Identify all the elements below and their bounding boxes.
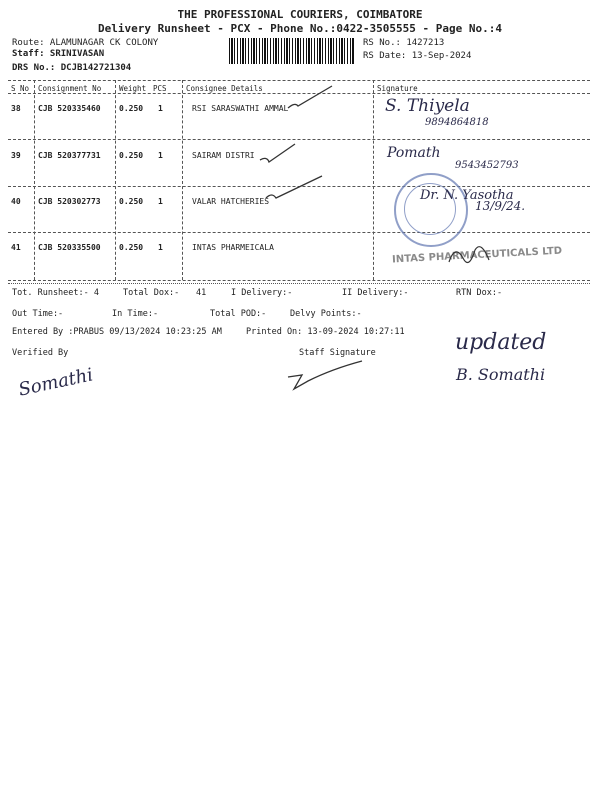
in-time: In Time:- [112, 309, 159, 319]
row-weight: 0.250 [119, 197, 144, 206]
row-consignment: CJB 520335500 [38, 243, 101, 252]
row-consignment: CJB 520302773 [38, 197, 101, 206]
col-header-pcs: PCS [153, 84, 167, 93]
total-dox-label: Total Dox:- [123, 288, 180, 298]
rtn-dox: RTN Dox:- [456, 288, 503, 298]
signature-scribble [445, 240, 495, 272]
date-row40: 13/9/24. [475, 199, 526, 213]
column-rule [34, 80, 35, 280]
signature-row39: Pomath [387, 145, 441, 161]
updated-signature: B. Somathi [456, 365, 546, 384]
column-rule [115, 80, 116, 280]
staff-signature-label: Staff Signature [299, 348, 376, 358]
row-consignee: RSI SARASWATHI AMMAL [192, 104, 289, 113]
column-rule [373, 80, 374, 280]
entered-by: Entered By :PRABUS 09/13/2024 10:23:25 AM [12, 327, 222, 337]
runsheet-subtitle: Delivery Runsheet - PCX - Phone No.:0422-3505555 - Page No.:4 [98, 22, 502, 35]
row-pcs: 1 [158, 197, 163, 206]
row-weight: 0.250 [119, 104, 144, 113]
total-pod: Total POD:- [210, 309, 267, 319]
row-pcs: 1 [158, 243, 163, 252]
signature-row40: Dr. N. Yasotha [420, 188, 514, 203]
row-sno: 39 [11, 151, 21, 160]
row-weight: 0.250 [119, 151, 144, 160]
updated-note: updated [455, 330, 547, 355]
company-title: THE PROFESSIONAL COURIERS, COIMBATORE [177, 8, 423, 21]
row-sno: 40 [11, 197, 21, 206]
row-consignee: VALAR HATCHERIES [192, 197, 270, 206]
staff-signature-scribble [282, 355, 372, 395]
signature-row38: S. Thiyela [385, 96, 470, 116]
ii-delivery: II Delivery:- [342, 288, 409, 298]
rs-number: RS No.: 1427213 [363, 38, 445, 48]
company-stamp: INTAS PHARMACEUTICALS LTD [391, 245, 563, 266]
printed-on: Printed On: 13-09-2024 10:27:11 [246, 327, 405, 337]
row-weight: 0.250 [119, 243, 144, 252]
total-dox-value: 41 [196, 288, 207, 298]
row-consignment: CJB 520377731 [38, 151, 101, 160]
delvy-points: Delvy Points:- [290, 309, 362, 319]
drs-number: DRS No.: DCJB142721304 [12, 63, 132, 73]
row-consignee: INTAS PHARMEICALA [192, 243, 274, 252]
verified-signature: Somathi [16, 364, 95, 401]
phone-row39: 9543452793 [455, 160, 519, 171]
table-bottom-rule [8, 280, 590, 281]
row-sno: 38 [11, 104, 21, 113]
row-divider [8, 232, 590, 233]
out-time: Out Time:- [12, 309, 64, 319]
row-consignee: SAIRAM DISTRI [192, 151, 255, 160]
col-header-weight: Weight [119, 84, 147, 93]
row-consignment: CJB 520335460 [38, 104, 101, 113]
row-pcs: 1 [158, 151, 163, 160]
row-sno: 41 [11, 243, 21, 252]
tick-mark [280, 80, 340, 120]
route-label: Route: ALAMUNAGAR CK COLONY [12, 38, 159, 48]
barcode [229, 38, 354, 64]
i-delivery: I Delivery:- [231, 288, 293, 298]
tot-runsheet: Tot. Runsheet:- 4 [12, 288, 99, 298]
tick-mark [262, 172, 332, 208]
col-header-sno: S No [11, 84, 30, 93]
phone-row38: 9894864818 [425, 117, 489, 128]
column-rule [182, 80, 183, 280]
row-pcs: 1 [158, 104, 163, 113]
col-header-consignment: Consignment No [38, 84, 102, 93]
staff-label: Staff: SRINIVASAN [12, 49, 105, 59]
rs-date: RS Date: 13-Sep-2024 [363, 51, 472, 61]
col-header-consignee: Consignee Details [186, 84, 263, 93]
summary-rule [8, 283, 590, 284]
verified-by: Verified By [12, 348, 69, 358]
col-header-signature: Signature [377, 84, 418, 93]
